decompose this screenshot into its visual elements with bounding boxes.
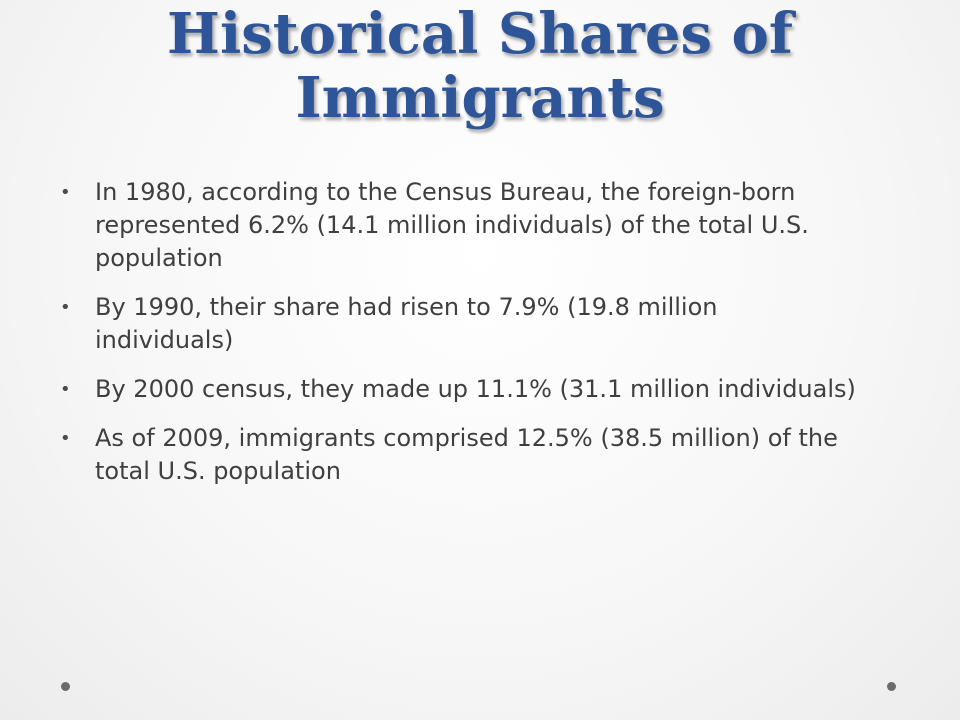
bullet-item bbox=[60, 422, 860, 488]
bullet-item bbox=[60, 373, 860, 406]
bullet-text: By 1990, their share had risen to 7.9% (19.8 million individuals) bbox=[95, 293, 718, 354]
bullet-text: In 1980, according to the Census Bureau, the foreign-born represented 6.2% (14.1 million individuals) of the total U.S. population bbox=[95, 178, 809, 272]
corner-dot-icon bbox=[61, 682, 70, 691]
bullet-text: As of 2009, immigrants comprised 12.5% (38.5 million) of the total U.S. population bbox=[95, 424, 838, 485]
corner-dot-icon bbox=[887, 682, 896, 691]
slide-title: Historical Shares of Immigrants bbox=[167, 1, 793, 131]
bullet-text: By 2000 census, they made up 11.1% (31.1 million individuals) bbox=[95, 375, 856, 403]
bullet-dot-icon: • bbox=[60, 297, 71, 318]
bullet-dot-icon: • bbox=[60, 428, 71, 449]
bullet-item bbox=[60, 291, 860, 357]
bullet-dot-icon: • bbox=[60, 379, 71, 400]
bullet-item bbox=[60, 176, 860, 275]
bullet-list bbox=[60, 176, 860, 504]
bullet-dot-icon: • bbox=[60, 182, 71, 203]
